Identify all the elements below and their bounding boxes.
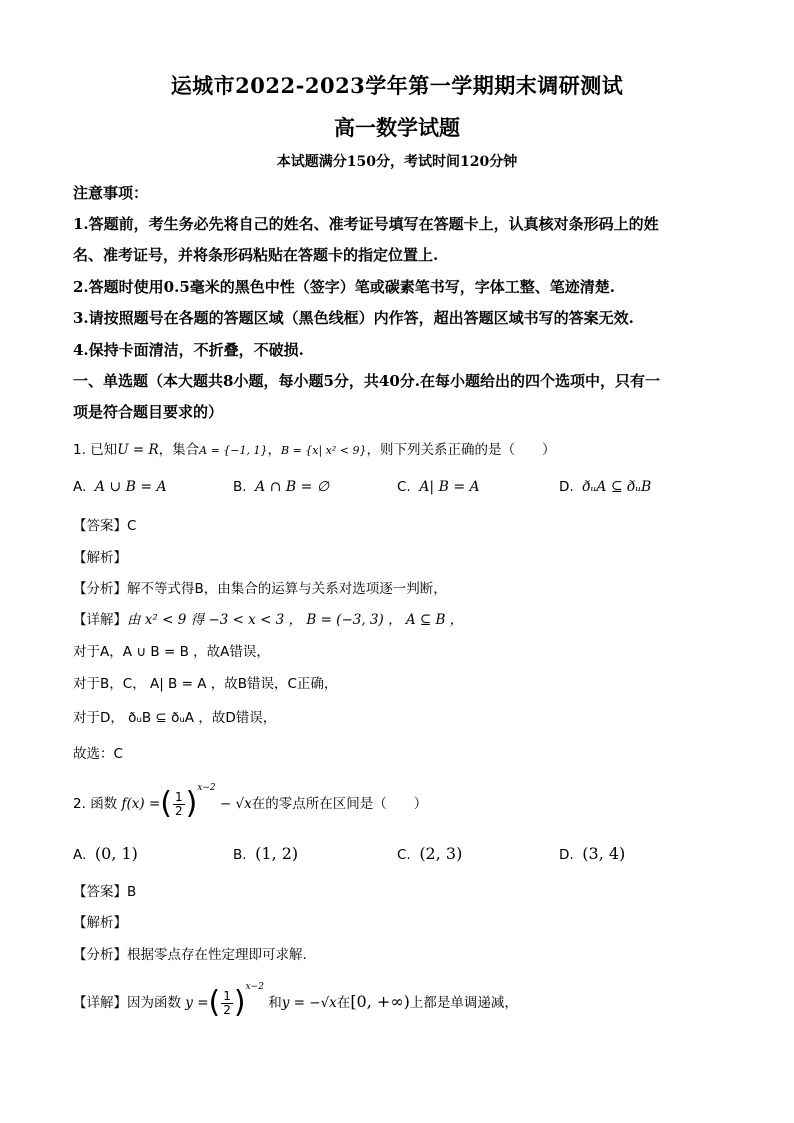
q1-xiangjie-4: 对于D， ðᵤB ⊆ ðᵤA ，故D错误， [73, 710, 277, 726]
q2-answer: 【答案】B [73, 884, 137, 900]
q1-xiangjie-3: 对于B，C， A| B = A ，故B错误，C正确， [73, 676, 338, 692]
q1-math-3: B = {x| x² < 9} [280, 444, 367, 457]
q1-math-2: A = {−1, 1} [199, 444, 268, 457]
note-2: 2.答题时使用0.5毫米的黑色中性（签字）笔或碳素笔书写，字体工整、笔迹清楚. [73, 278, 615, 296]
q1-text-2: ，集合 [158, 442, 200, 458]
q2-option-d: D. (3, 4) [559, 844, 626, 863]
section-heading-line1: 一、单选题（本大题共8小题，每小题5分，共40分.在每小题给出的四个选项中，只有一 [73, 372, 660, 390]
notes-heading: 注意事项： [73, 184, 149, 202]
q2-text-1: 函数 [90, 796, 118, 812]
q1-number: 1. [73, 442, 86, 458]
note-1b: 名、准考证号，并将条形码粘贴在答题卡的指定位置上. [73, 246, 439, 264]
q2-exponent: x−2 [197, 783, 216, 793]
q1-math-1: U = R [117, 442, 159, 458]
q2-number: 2. [73, 796, 86, 812]
q2-option-b: B. (1, 2) [233, 844, 299, 863]
exam-title: 运城市2022-2023学年第一学期期末调研测试 [170, 73, 624, 98]
q2-xiangjie: 【详解】因为函数 y =( $\frac{1}{2}$ )$^{x-2}$ 和y = −√x在[0, +∞)上都是单调递减， [73, 982, 518, 1020]
q2-option-c: C. (2, 3) [397, 844, 463, 863]
section-heading-line2: 项是符合题目要求的） [73, 403, 224, 421]
exam-subtitle: 高一数学试题 [334, 115, 460, 140]
q1-text-4: ，则下列关系正确的是（ ） [366, 442, 556, 458]
q2-option-a: A. (0, 1) [73, 844, 138, 863]
q2-rest: − √x [219, 796, 252, 812]
q1-option-a: A. A ∪ B = A [73, 479, 167, 495]
q1-text-1: 已知 [90, 442, 118, 458]
q1-text-3: ， [267, 442, 281, 458]
q1-option-b: B. A ∩ B = ∅ [233, 479, 330, 495]
note-3: 3.请按照题号在各题的答题区域（黑色线框）内作答，超出答题区域书写的答案无效. [73, 309, 634, 327]
note-1a: 1.答题前，考生务必先将自己的姓名、准考证号填写在答题卡上，认真核对条形码上的姓 [73, 215, 659, 233]
q1-xiangjie-5: 故选：C [73, 746, 123, 762]
q2-fraction: $\frac{1}{2}$ [174, 789, 183, 818]
q1-xiangjie-1: 【详解】由 x² < 9 得 −3 < x < 3 ， B = (−3, 3) ， A ⊆ B ， [73, 612, 464, 628]
q1-analysis-tag: 【解析】 [73, 550, 127, 566]
exam-info: 本试题满分150分，考试时间120分钟 [276, 154, 518, 170]
q1-fenxi: 【分析】解不等式得B，由集合的运算与关系对选项逐一判断， [73, 581, 447, 597]
q1-option-c: C. A| B = A [397, 479, 480, 495]
q2-analysis-tag: 【解析】 [73, 915, 127, 931]
q2-func: f(x) = [121, 796, 161, 812]
q2-fenxi: 【分析】根据零点存在性定理即可求解. [73, 947, 307, 963]
q2-xj-fraction: $\frac{1}{2}$ [223, 988, 231, 1017]
q1-xiangjie-2: 对于A，A ∪ B = B ，故A错误， [73, 644, 270, 660]
question-2: 2. 函数 f(x) =( $\frac{1}{2}$ )$^{x-2}$ − √x在的零点所在区间是（ ） [73, 783, 428, 821]
note-4: 4.保持卡面清洁，不折叠，不破损. [73, 341, 304, 359]
q1-answer: 【答案】C [73, 518, 137, 534]
q1-option-d: D. ðᵤA ⊆ ðᵤB [559, 479, 652, 495]
q2-text-2: 在的零点所在区间是（ ） [251, 796, 428, 812]
question-1 [73, 438, 556, 458]
